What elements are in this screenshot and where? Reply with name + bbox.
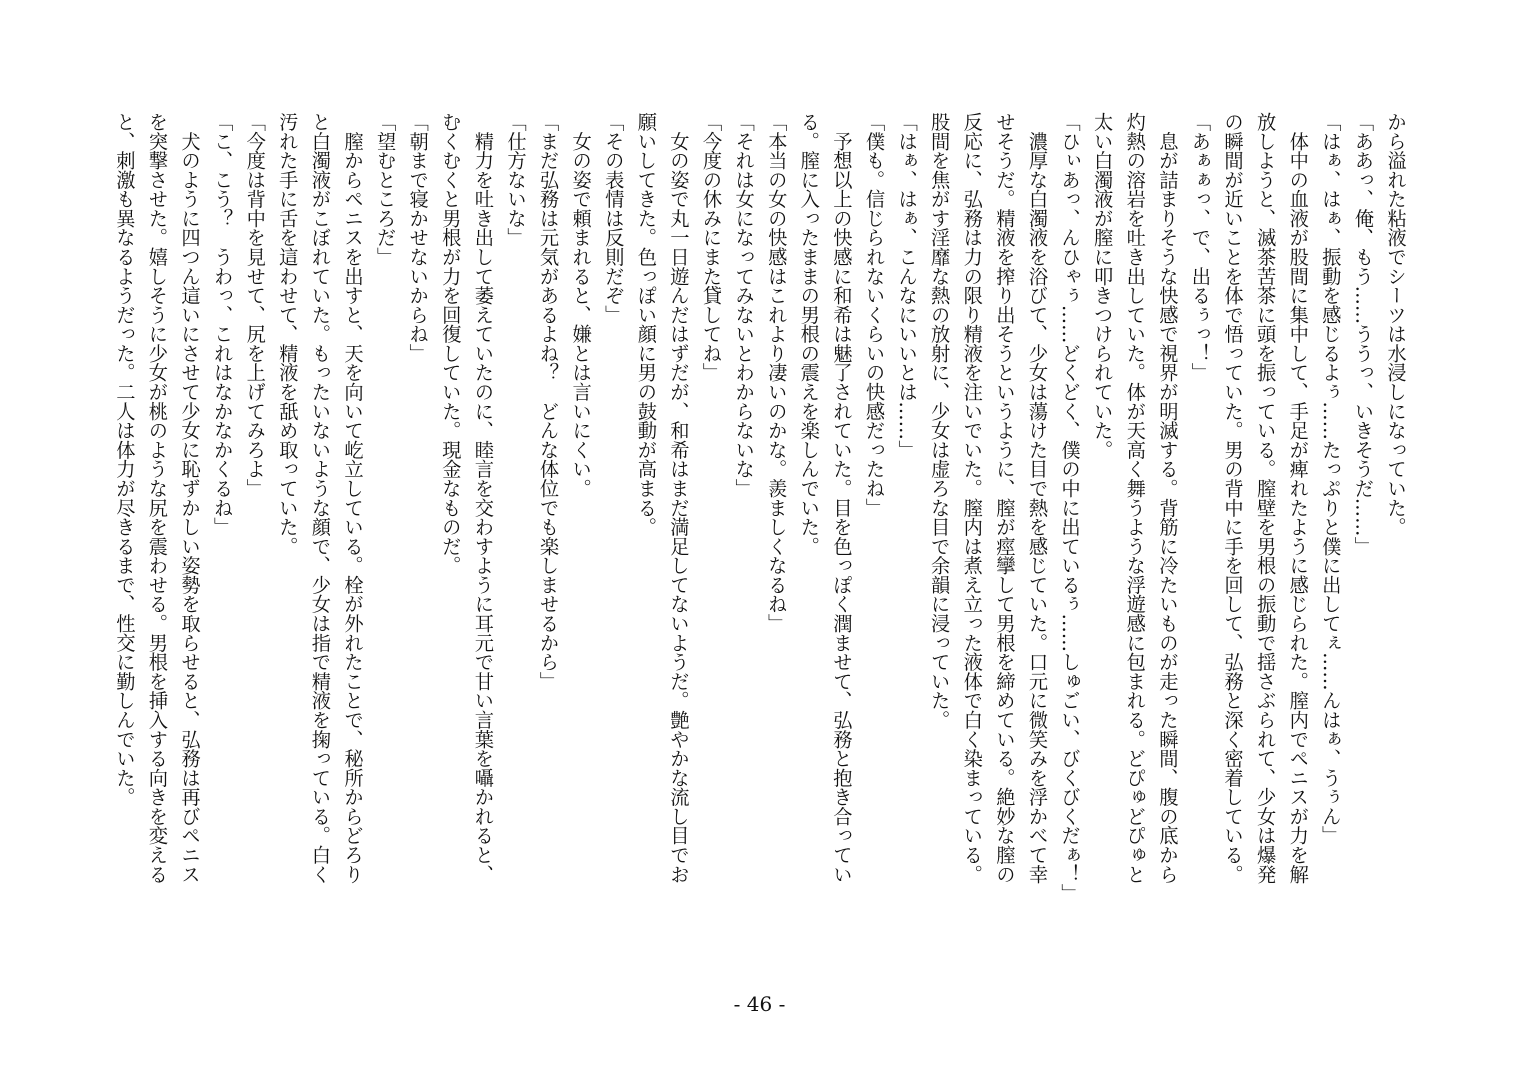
text-line: 「それは女になってみないとわからないな」: [732, 112, 756, 498]
text-line: 汚れた手に舌を這わせて、精液を舐め取っていた。: [275, 112, 299, 556]
text-line: を突撃させた。嬉しそうに少女が桃のような尻を震わせる。男根を挿入する向きを変える: [145, 112, 169, 884]
text-line: 「仕方ないな」: [503, 112, 527, 248]
text-line: せそうだ。精液を搾り出そうというように、膣が痙攣して男根を締めている。絶妙な膣の: [992, 112, 1016, 884]
text-line: 精力を吐き出して萎えていたのに、睦言を交わすように耳元で甘い言葉を囁かれると、: [471, 112, 495, 884]
text-line: 股間を焦がす淫靡な熱の放射に、少女は虚ろな目で余韻に浸っていた。: [927, 112, 951, 730]
text-line: と白濁液がこぼれていた。もったいないような顔で、少女は指で精液を掬っている。白く: [308, 112, 332, 884]
text-line: 願いしてきた。色っぽい顔に男の鼓動が高まる。: [634, 112, 658, 537]
text-line: 「ああっ、俺、もう……ううっ、いきそうだ……」: [1351, 112, 1375, 556]
text-line: 犬のように四つん這いにさせて少女に恥ずかしい姿勢を取らせると、弘務は再びペニス: [178, 112, 202, 884]
text-line: の瞬間が近いことを体で悟っていた。男の背中に手を回して、弘務と深く密着している。: [1221, 112, 1245, 884]
text-line: 太い白濁液が膣に叩きつけられていた。: [1090, 112, 1114, 460]
text-line: 「望むところだ」: [373, 112, 397, 267]
text-line: る。膣に入ったままの男根の震えを楽しんでいた。: [797, 112, 821, 556]
text-line: 濃厚な白濁液を浴びて、少女は蕩けた目で熱を感じていた。口元に微笑みを浮かべて幸: [1025, 112, 1049, 884]
text-line: 「まだ弘務は元気があるよね？ どんな体位でも楽しませるから」: [536, 112, 560, 691]
text-line: 「あぁぁっ、で、出るぅっ！」: [1188, 112, 1212, 383]
text-line: むくむくと男根が力を回復していた。現金なものだ。: [438, 112, 462, 575]
text-line: 「はぁ、はぁ、こんなにいいとは……」: [895, 112, 919, 460]
text-line: 息が詰まりそうな快感で視界が明滅する。背筋に冷たいものが走った瞬間、腹の底から: [1155, 112, 1179, 884]
text-line: 「本当の女の快感はこれより凄いのかな。羨ましくなるね」: [764, 112, 788, 633]
text-line: 「朝まで寝かせないからね」: [406, 112, 430, 363]
text-line: 「今度は背中を見せて、尻を上げてみろよ」: [243, 112, 267, 498]
text-line: 灼熱の溶岩を吐き出していた。体が天高く舞うような浮遊感に包まれる。どぴゅどぴゅと: [1123, 112, 1147, 884]
vertical-text-body: [111, 112, 1411, 992]
text-line: 「はぁ、はぁ、振動を感じるよぅ……たっぷりと僕に出してぇ……んはぁ、うぅん」: [1318, 112, 1342, 845]
text-line: 放しようと、滅茶苦茶に頭を振っている。膣壁を男根の振動で揺さぶられて、少女は爆発: [1253, 112, 1277, 884]
text-line: と、刺激も異なるようだった。二人は体力が尽きるまで、性交に勤しんでいた。: [112, 112, 136, 807]
text-line: 予想以上の快感に和希は魅了されていた。目を色っぽく潤ませて、弘務と抱き合ってい: [829, 112, 853, 884]
text-line: 「こ、こう？ うわっ、これはなかなかくるね」: [210, 112, 234, 537]
text-line: 反応に、弘務は力の限り精液を注いでいた。膣内は煮え立った液体で白く染まっている。: [960, 112, 984, 884]
text-line: 「僕も。信じられないくらいの快感だったね」: [862, 112, 886, 518]
text-line: 女の姿で丸一日遊んだはずだが、和希はまだ満足してないようだ。艶やかな流し目でお: [666, 112, 690, 884]
text-line: 「ひぃあっ、んひゃぅ……どくどく、僕の中に出ているぅ……しゅごい、びくびくだぁ！」: [1058, 112, 1082, 903]
text-line: 体中の血液が股間に集中して、手足が痺れたように感じられた。膣内でペニスが力を解: [1286, 112, 1310, 884]
page-number: - 46 -: [733, 992, 786, 1016]
text-line: 「今度の休みにまた貸してね」: [699, 112, 723, 383]
text-line: 女の姿で頼まれると、嫌とは言いにくい。: [569, 112, 593, 498]
text-line: 膣からペニスを出すと、天を向いて屹立している。栓が外れたことで、秘所からどろり: [341, 112, 364, 884]
text-line: から溢れた粘液でシーツは水浸しになっていた。: [1384, 112, 1407, 537]
text-line: 「その表情は反則だぞ」: [601, 112, 625, 325]
